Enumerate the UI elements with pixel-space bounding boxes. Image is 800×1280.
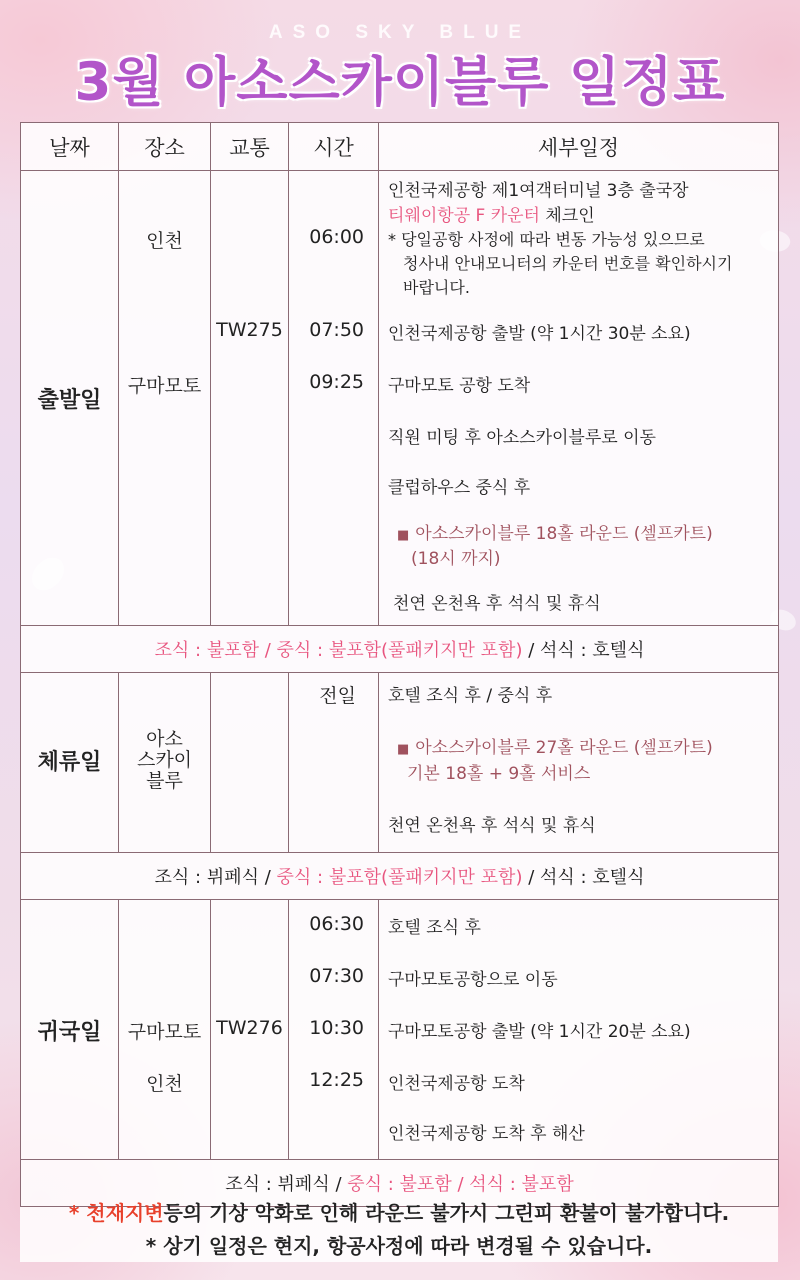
time-text: 07:50 (309, 319, 364, 341)
flight-number: TW275 (216, 319, 283, 341)
time-text: 06:30 (309, 913, 364, 935)
meal-breakfast: 조식 : 뷔페식 (225, 1174, 330, 1195)
time-text: 10:30 (309, 1017, 364, 1039)
meal-separator: / (457, 1174, 464, 1195)
time-text: 12:25 (309, 1069, 364, 1091)
column-header-details: 세부일정 (379, 123, 779, 171)
time-cell (289, 171, 379, 626)
date-cell (21, 673, 119, 853)
place-text: 구마모토 (127, 1021, 202, 1043)
square-bullet-icon: ■ (397, 742, 410, 757)
place-text: 아소 (146, 728, 183, 750)
brand-text: ASO SKY BLUE (268, 22, 532, 43)
round-text: (18시 까지) (411, 549, 501, 569)
meal-separator: / (264, 640, 271, 661)
place-cell (119, 171, 211, 626)
meal-dinner: 석식 : 호텔식 (540, 640, 645, 661)
detail-cell (379, 673, 779, 853)
footer-highlight: 천재지변 (86, 1201, 164, 1225)
detail-text: 인천국제공항 제1여객터미널 3층 출국장 (388, 181, 689, 201)
detail-text: 체크인 (545, 206, 595, 226)
meal-separator: / (335, 1174, 342, 1195)
footer-text: 등의 기상 악화로 인해 라운드 불가시 그린피 환불이 불가합니다. (163, 1201, 730, 1225)
square-bullet-icon: ■ (397, 528, 410, 543)
meal-row-day2 (21, 853, 779, 900)
detail-text: 직원 미팅 후 아소스카이블루로 이동 (388, 428, 656, 448)
footer-star: * (68, 1201, 80, 1225)
meal-separator: / (528, 867, 535, 888)
date-cell (21, 171, 119, 626)
table-row-day2 (21, 673, 779, 853)
table-row-day1 (21, 171, 779, 626)
flight-number: TW276 (216, 1017, 283, 1039)
meal-lunch: 중식 : 불포함(풀패키지만 포함) (276, 867, 523, 888)
header (0, 0, 800, 118)
meal-lunch: 중식 : 불포함 (347, 1174, 452, 1195)
schedule-table (20, 122, 779, 1207)
meal-separator: / (528, 640, 535, 661)
place-text: 인천 (146, 230, 183, 252)
transport-cell (211, 673, 289, 853)
detail-text: 인천국제공항 도착 후 해산 (388, 1124, 585, 1144)
meal-info (21, 626, 779, 673)
footer-line-1 (20, 1197, 778, 1230)
column-header-place: 장소 (119, 123, 211, 171)
notice-text: * 당일공항 사정에 따라 변동 가능성 있으므로 (388, 230, 705, 249)
counter-highlight: 티웨이항공 F 카운터 (388, 206, 540, 226)
time-cell (289, 673, 379, 853)
detail-text: 구마모토공항 출발 (약 1시간 20분 소요) (388, 1022, 691, 1042)
time-text: 06:00 (309, 226, 364, 248)
detail-line (388, 201, 595, 226)
page-title: 3월 아소스카이블루 일정표 (74, 52, 726, 113)
column-header-transport: 교통 (211, 123, 289, 171)
meal-dinner: 석식 : 호텔식 (540, 867, 645, 888)
place-cell (119, 900, 211, 1160)
day-label: 출발일 (37, 388, 102, 413)
detail-text: 호텔 조식 후 / 중식 후 (388, 686, 553, 706)
notice-text: 청사내 안내모니터의 카운터 번호를 확인하시기 (403, 254, 733, 273)
meal-breakfast: 조식 : 불포함 (154, 640, 259, 661)
meal-row-day1 (21, 626, 779, 673)
detail-text: 천연 온천욕 후 석식 및 휴식 (388, 816, 596, 836)
detail-text: 인천국제공항 도착 (388, 1074, 525, 1094)
time-text: 전일 (319, 685, 356, 707)
place-text: 인천 (146, 1073, 183, 1095)
detail-text: 천연 온천욕 후 석식 및 휴식 (393, 594, 601, 614)
place-text: 스카이 (136, 749, 193, 771)
table-header-row (21, 123, 779, 171)
meal-info (21, 853, 779, 900)
meal-lunch: 중식 : 불포함(풀패키지만 포함) (276, 640, 523, 661)
day-label: 체류일 (37, 750, 102, 775)
detail-cell (379, 171, 779, 626)
transport-cell (211, 900, 289, 1160)
meal-breakfast: 조식 : 뷔페식 (154, 867, 259, 888)
meal-separator: / (264, 867, 271, 888)
place-text: 블루 (146, 770, 183, 792)
day-label: 귀국일 (37, 1020, 102, 1045)
footer-notes (20, 1197, 778, 1263)
detail-text: 구마모토공항으로 이동 (388, 970, 558, 990)
detail-cell (379, 900, 779, 1160)
column-header-time: 시간 (289, 123, 379, 171)
detail-text: 구마모토 공항 도착 (388, 376, 531, 396)
time-cell (289, 900, 379, 1160)
round-text: 아소스카이블루 27홀 라운드 (셀프카트) (415, 738, 713, 758)
round-text: 아소스카이블루 18홀 라운드 (셀프카트) (415, 524, 713, 544)
time-text: 09:25 (309, 371, 364, 393)
transport-cell (211, 171, 289, 626)
detail-text: 인천국제공항 출발 (약 1시간 30분 소요) (388, 324, 691, 344)
date-cell (21, 900, 119, 1160)
round-line (397, 733, 713, 758)
meal-dinner: 석식 : 불포함 (469, 1174, 574, 1195)
place-text: 구마모토 (127, 375, 202, 397)
time-text: 07:30 (309, 965, 364, 987)
detail-text: 클럽하우스 중식 후 (388, 478, 531, 498)
place-cell (119, 673, 211, 853)
schedule-sheet (20, 122, 778, 1262)
footer-line-2: * 상기 일정은 현지, 항공사정에 따라 변경될 수 있습니다. (145, 1234, 653, 1258)
round-line (397, 519, 713, 544)
round-text: 기본 18홀 + 9홀 서비스 (407, 764, 591, 784)
notice-text: 바랍니다. (403, 278, 470, 297)
table-row-day3 (21, 900, 779, 1160)
column-header-date: 날짜 (21, 123, 119, 171)
detail-text: 호텔 조식 후 (388, 918, 481, 938)
